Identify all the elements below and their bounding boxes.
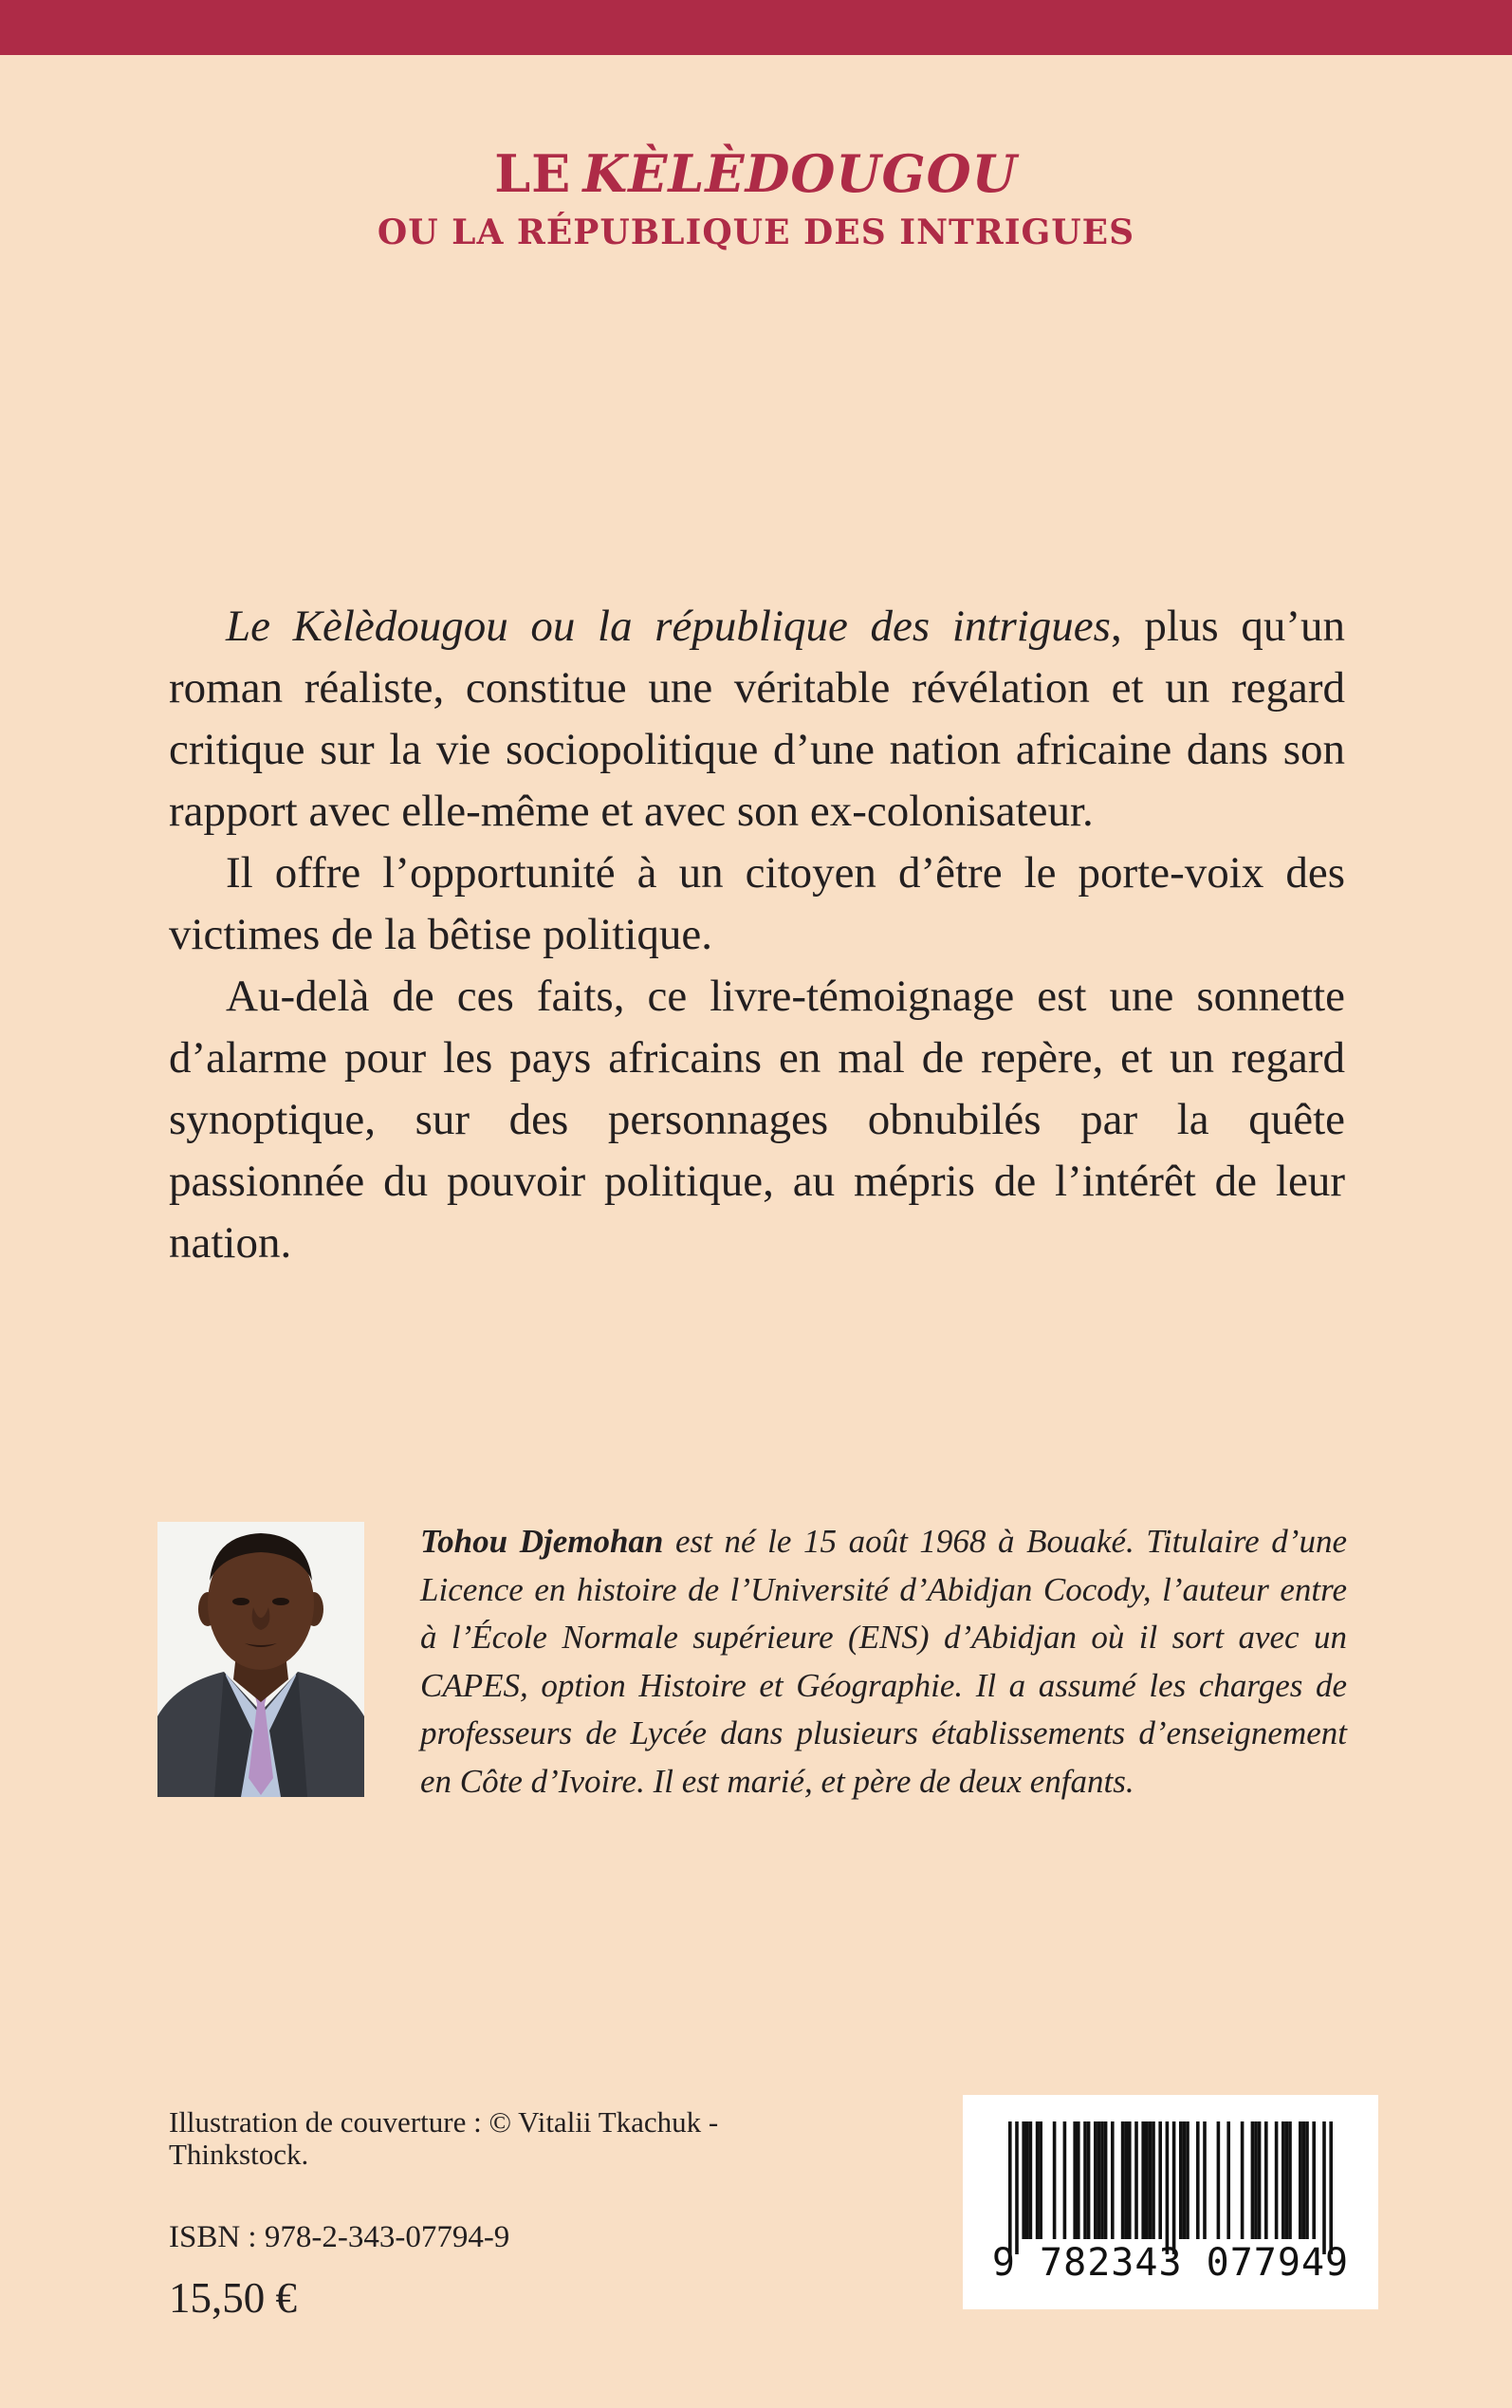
blurb-paragraph-3: Au-delà de ces faits, ce livre-témoignage est une sonnette d’alarme pour les pays africains en mal de repère, et un regard synoptique, sur des personnages obnubilés par la quête passionnée du pouvoir politique, au mépris de l’intérêt de leur nation. (169, 972, 1345, 1268)
barcode-bar (1134, 2121, 1138, 2239)
barcode-bar (1282, 2121, 1285, 2239)
barcode-bar (1179, 2121, 1183, 2239)
book-title-block (0, 142, 1512, 256)
barcode-digits: 9 782343 077949 (991, 2241, 1350, 2285)
barcode-bar (1141, 2121, 1145, 2239)
barcode-bar (1111, 2121, 1115, 2239)
barcode-bar (1285, 2121, 1289, 2239)
barcode-bar (1258, 2121, 1262, 2239)
title-lead: LE (494, 143, 572, 204)
barcode-bar (1029, 2121, 1033, 2239)
book-subtitle: OU LA RÉPUBLIQUE DES INTRIGUES (377, 213, 1135, 252)
barcode-bar (1275, 2121, 1279, 2239)
barcode-bar (1217, 2121, 1221, 2239)
barcode-bar (1312, 2121, 1316, 2239)
barcode-bar (1073, 2121, 1077, 2239)
barcode-bar (1264, 2121, 1268, 2239)
barcode-bar (1124, 2121, 1128, 2239)
back-cover-blurb (169, 596, 1345, 1274)
barcode-bar (1121, 2121, 1125, 2239)
top-color-band (0, 0, 1512, 55)
barcode-bar (1087, 2121, 1091, 2239)
barcode-bar (1145, 2121, 1149, 2239)
blurb-paragraph-1-text: , plus qu’un roman réaliste, constitue une véritable révélation et un regard critique sur la vie sociopolitique d’une nation africaine dans son rapport avec elle-même et avec son ex-colonisateur. (169, 602, 1345, 836)
barcode-bar (1039, 2121, 1042, 2239)
barcode-bar (1128, 2121, 1132, 2239)
barcode-bar (1097, 2121, 1101, 2239)
author-photo (157, 1522, 364, 1797)
barcode-bar (1025, 2121, 1029, 2239)
barcode-bar (1063, 2121, 1067, 2239)
barcode-bar (1299, 2121, 1302, 2239)
barcode-bar (1196, 2121, 1200, 2239)
barcode-bar (1083, 2121, 1087, 2239)
barcode-bar (1077, 2121, 1080, 2239)
barcode-bar (1186, 2121, 1189, 2239)
barcode-bar (1172, 2121, 1176, 2254)
isbn: ISBN : 978-2-343-07794-9 (169, 2220, 510, 2254)
barcode-bar (1166, 2121, 1170, 2254)
barcode-bar (1036, 2121, 1040, 2239)
barcode-bar (1251, 2121, 1255, 2239)
author-name: Tohou Djemohan (420, 1523, 664, 1560)
barcode-bar (1158, 2121, 1162, 2239)
barcode-bar (1203, 2121, 1207, 2239)
barcode-bar (1022, 2121, 1025, 2239)
barcode-bar (1305, 2121, 1309, 2239)
barcode-bar (1053, 2121, 1057, 2239)
blurb-paragraph-1 (169, 596, 1345, 843)
barcode (963, 2095, 1378, 2309)
blurb-book-title: Le Kèlèdougou ou la république des intrigues (226, 602, 1111, 651)
barcode-bar (1322, 2121, 1326, 2254)
cover-illustration-credit: Illustration de couverture : © Vitalii Tkachuk - Thinkstock. (169, 2105, 719, 2171)
barcode-bar (1329, 2121, 1333, 2254)
barcode-bar (1183, 2121, 1187, 2239)
barcode-bar (1008, 2121, 1012, 2254)
barcode-bar (1288, 2121, 1292, 2239)
barcode-bar (1015, 2121, 1019, 2254)
barcode-bar (1149, 2121, 1152, 2239)
barcode-bar (1241, 2121, 1245, 2239)
barcode-bar (1094, 2121, 1097, 2239)
book-title (0, 142, 1512, 205)
author-bio-text: est né le 15 août 1968 à Bouaké. Titulaire d’une Licence en histoire de l’Université d’Abidjan Cocody, l’auteur entre à l’École Normale supérieure (ENS) d’Abidjan où il sort avec un CAPES, option Histoire et Géographie. Il a assumé les charges de professeurs de Lycée dans plusieurs établissements d’enseignement en Côte d’Ivoire. Il est marié, et père de deux enfants. (420, 1523, 1347, 1800)
barcode-bar (1254, 2121, 1258, 2239)
barcode-bar (1226, 2121, 1230, 2239)
blurb-paragraph-2: Il offre l’opportunité à un citoyen d’être le porte-voix des victimes de la bêtise politique. (169, 848, 1345, 959)
barcode-bar (1152, 2121, 1155, 2239)
barcode-bar (1104, 2121, 1108, 2239)
barcode-bar (1302, 2121, 1306, 2239)
price: 15,50 € (169, 2274, 297, 2322)
title-main: KÈLÈDOUGOU (582, 143, 1018, 204)
author-bio (420, 1518, 1347, 1806)
barcode-bar (1100, 2121, 1104, 2239)
